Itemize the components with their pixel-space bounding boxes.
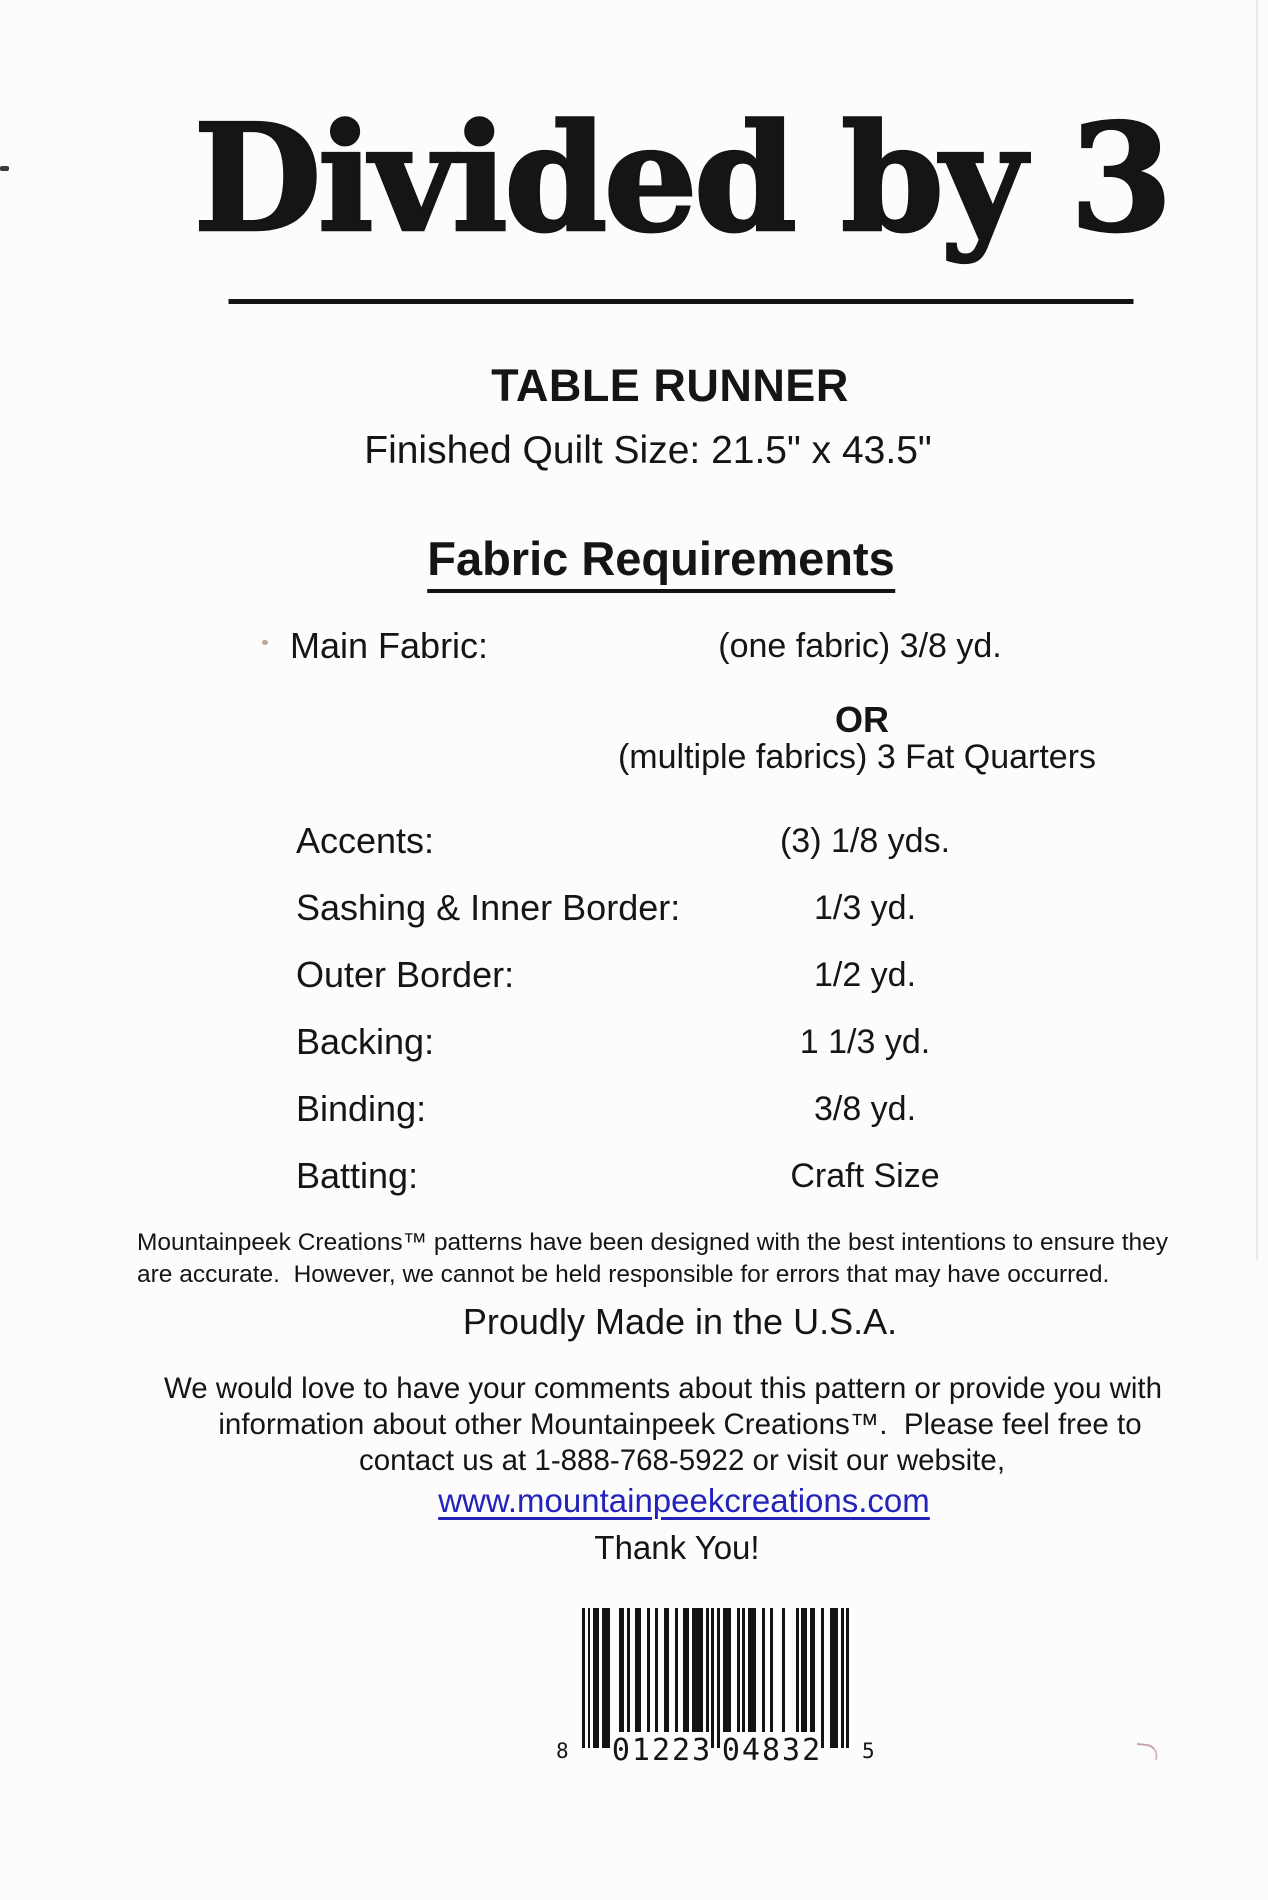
requirement-value: 1 1/3 yd. <box>799 1023 931 1061</box>
scan-edge-artifact <box>1256 0 1258 1260</box>
product-type-heading: TABLE RUNNER <box>491 360 849 411</box>
made-in-usa-text: Proudly Made in the U.S.A. <box>462 1301 898 1342</box>
or-separator: OR <box>835 699 889 740</box>
requirement-label: Batting: <box>296 1155 419 1196</box>
requirement-label: Outer Border: <box>296 954 515 995</box>
title-underline <box>229 299 1134 304</box>
barcode-digits-left: 01223 <box>611 1733 713 1768</box>
requirement-label: Accents: <box>296 820 435 861</box>
contact-line1: We would love to have your comments about this pattern or provide you with <box>163 1372 1163 1405</box>
requirement-label: Binding: <box>296 1088 427 1129</box>
requirement-value: (3) 1/8 yds. <box>779 822 951 860</box>
disclaimer-line1: Mountainpeek Creations™ patterns have been designed with the best intentions to ensure they <box>137 1229 1169 1256</box>
disclaimer-line2: are accurate. However, we cannot be held responsible for errors that may have occurred. <box>137 1261 1110 1288</box>
requirement-value-single: (one fabric) 3/8 yd. <box>718 627 1002 665</box>
fabric-requirements-heading: Fabric Requirements <box>427 532 895 593</box>
requirement-label: Backing: <box>296 1021 435 1062</box>
requirement-value: 1/2 yd. <box>813 956 917 994</box>
scan-dash-artifact <box>0 166 9 171</box>
requirement-label: Sashing & Inner Border: <box>296 887 681 928</box>
barcode-bars <box>582 1608 850 1748</box>
contact-line2: information about other Mountainpeek Creations™. Please feel free to <box>218 1408 1142 1441</box>
contact-line3: contact us at 1-888-768-5922 or visit our website, <box>358 1444 1006 1477</box>
finished-size-text: Finished Quilt Size: 21.5" x 43.5" <box>364 429 932 472</box>
requirement-value: 1/3 yd. <box>813 889 917 927</box>
requirement-label-main-fabric: Main Fabric: <box>290 625 489 666</box>
requirement-value: 3/8 yd. <box>813 1090 917 1128</box>
website-link[interactable]: www.mountainpeekcreations.com <box>438 1482 930 1519</box>
pen-mark-artifact <box>1135 1743 1158 1760</box>
thank-you-text: Thank You! <box>594 1529 760 1566</box>
requirement-value: Craft Size <box>790 1157 940 1195</box>
requirement-value-multi: (multiple fabrics) 3 Fat Quarters <box>617 738 1097 776</box>
barcode-digit-left-outer: 8 <box>556 1739 571 1763</box>
page-title: Divided by 3 <box>193 91 1169 265</box>
bullet-dot <box>262 640 268 645</box>
barcode-digits-right: 04832 <box>721 1733 823 1768</box>
barcode <box>556 1608 877 1780</box>
barcode-digit-right-outer: 5 <box>862 1739 877 1763</box>
